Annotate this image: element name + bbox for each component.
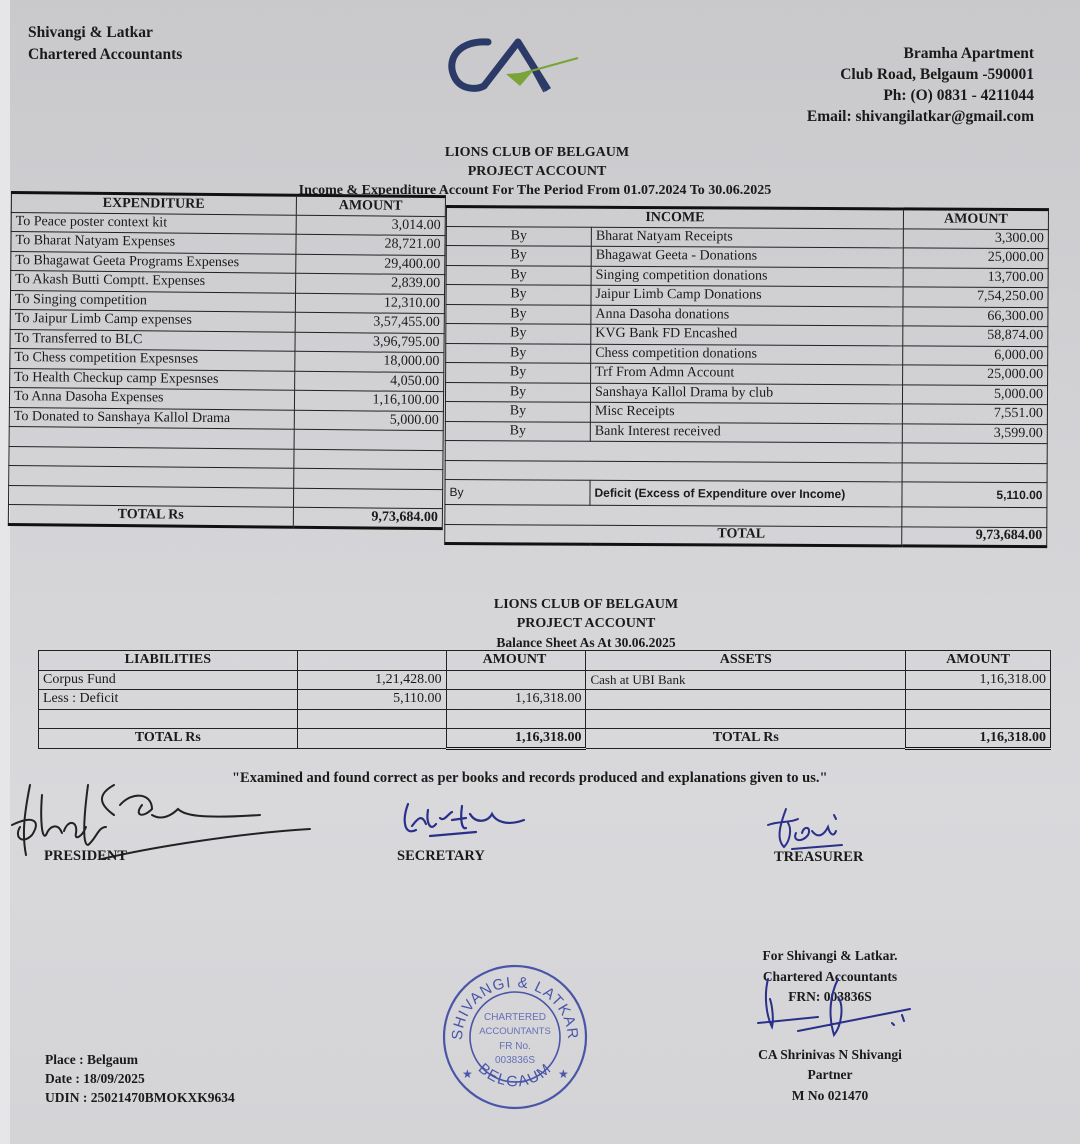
deficit-amount: 5,110.00: [902, 482, 1047, 508]
treasurer-signature-icon: [762, 805, 852, 855]
total-amount: 9,73,684.00: [293, 507, 443, 528]
income-amount: 7,551.00: [902, 404, 1047, 424]
income-amount: 3,599.00: [902, 423, 1047, 443]
income-label: Misc Receipts: [590, 402, 902, 423]
income-amount: 7,54,250.00: [903, 287, 1048, 307]
income-label: Trf From Admn Account: [591, 363, 903, 384]
expenditure-table: [8, 191, 446, 530]
period-title: Income & Expenditure Account For The Period From 01.07.2024 To 30.06.2025: [298, 183, 772, 198]
treasurer-label: TREASURER: [774, 849, 864, 865]
expense-amount: 1,16,100.00: [294, 390, 444, 411]
income-label: Bharat Natyam Receipts: [591, 227, 903, 248]
by-prefix: By: [446, 304, 591, 324]
income-amount: 25,000.00: [903, 248, 1048, 268]
firm-name: Shivangi & Latkar: [28, 24, 153, 41]
expense-amount: 3,57,455.00: [295, 312, 445, 333]
income-amount: 13,700.00: [903, 267, 1048, 287]
udin: UDIN : 25021470BMOKXK9634: [45, 1090, 235, 1105]
expense-label: To Health Checkup camp Expesnses: [10, 368, 295, 390]
by-prefix: By: [446, 226, 591, 246]
liability-label: Corpus Fund: [39, 670, 298, 690]
income-label: Sanshaya Kallol Drama by club: [590, 383, 902, 404]
expense-amount: 2,839.00: [295, 273, 445, 294]
income-label: Jaipur Limb Camp Donations: [591, 285, 903, 306]
income-amount: 5,000.00: [902, 384, 1047, 404]
ie-title: [0, 143, 1080, 200]
liability-sub: 1,21,428.00: [297, 670, 446, 690]
income-label: Anna Dasoha donations: [591, 305, 903, 326]
firm-address: [807, 43, 1034, 127]
firm-subtitle: Chartered Accountants: [28, 46, 183, 63]
income-amount: 66,300.00: [903, 306, 1048, 326]
income-label: KVG Bank FD Encashed: [591, 324, 903, 345]
account-name: PROJECT ACCOUNT: [516, 616, 656, 631]
svg-text:★: ★: [558, 1067, 569, 1081]
total-label: TOTAL: [445, 524, 902, 546]
address-line: Bramha Apartment: [903, 45, 1034, 62]
deficit-label: Deficit (Excess of Expenditure over Income): [590, 480, 902, 507]
svg-text:ACCOUNTANTS: ACCOUNTANTS: [479, 1026, 551, 1037]
expense-amount: 3,014.00: [296, 215, 446, 236]
total-row: [39, 729, 1051, 749]
svg-text:BELGAUM: BELGAUM: [474, 1059, 556, 1091]
auditor-membership: M No 021470: [791, 1087, 869, 1103]
by-prefix: By: [446, 285, 591, 305]
expense-amount: 28,721.00: [295, 234, 445, 255]
income-table: [444, 205, 1049, 548]
by-prefix: By: [446, 324, 591, 344]
svg-text:★: ★: [462, 1067, 473, 1081]
auditor-name: CA Shrinivas N Shivangi: [758, 1046, 902, 1062]
auditor-stamp-icon: [440, 962, 590, 1112]
income-label: Bank Interest received: [590, 422, 902, 443]
expense-label: To Donated to Sanshaya Kallol Drama: [9, 407, 294, 429]
header-sub: [297, 651, 446, 671]
total-label: TOTAL Rs: [8, 504, 293, 526]
expense-amount: 12,310.00: [295, 293, 445, 314]
auditor-signature-icon: [738, 975, 918, 1040]
firm-header: [28, 22, 182, 66]
header-expenditure: EXPENDITURE: [11, 193, 296, 215]
liability-amount: [446, 670, 586, 690]
asset-label: Cash at UBI Bank: [586, 670, 906, 690]
expense-label: To Bharat Natyam Expenses: [11, 232, 296, 254]
svg-text:CHARTERED: CHARTERED: [483, 1012, 547, 1023]
table-row: [39, 690, 1051, 710]
asset-label: [586, 690, 906, 710]
income-label: Chess competition donations: [591, 344, 903, 365]
by-prefix: By: [445, 401, 590, 421]
total-row: [8, 504, 442, 528]
bs-date-title: Balance Sheet As At 30.06.2025: [496, 635, 676, 650]
auditor-frn: FRN: 003836S: [788, 989, 872, 1004]
account-name: PROJECT ACCOUNT: [467, 164, 607, 179]
total-right: 1,16,318.00: [906, 729, 1051, 749]
header-income: INCOME: [446, 207, 903, 229]
income-amount: 58,874.00: [903, 326, 1048, 346]
expense-label: To Transferred to BLC: [10, 329, 295, 351]
expense-amount: 3,96,795.00: [295, 332, 445, 353]
expense-amount: 29,400.00: [295, 254, 445, 275]
total-label-left: TOTAL Rs: [39, 729, 298, 749]
by-prefix: By: [446, 343, 591, 363]
income-amount: 6,000.00: [903, 345, 1048, 365]
table-row: [39, 670, 1051, 690]
secretary-label: SECRETARY: [397, 848, 485, 864]
svg-text:003836S: 003836S: [494, 1055, 536, 1066]
header-amount: AMOUNT: [446, 651, 586, 671]
expense-amount: 5,000.00: [294, 410, 444, 431]
by-prefix: By: [446, 246, 591, 266]
liability-sub: 5,110.00: [297, 690, 446, 710]
balance-sheet-table: [38, 650, 1051, 750]
place-date-block: [45, 1050, 235, 1107]
auditor-role: Partner: [807, 1067, 853, 1082]
expense-label: To Anna Dasoha Expenses: [9, 387, 294, 409]
income-amount: 25,000.00: [903, 365, 1048, 385]
place: Place : Belgaum: [45, 1052, 138, 1067]
total-amount: 9,73,684.00: [902, 526, 1047, 546]
auditor-firm: For Shivangi & Latkar.: [762, 948, 898, 963]
total-left: 1,16,318.00: [446, 729, 586, 749]
president-label: PRESIDENT: [44, 848, 127, 864]
expense-label: To Bhagawat Geeta Programs Expenses: [11, 251, 296, 273]
header-asset-amount: AMOUNT: [906, 651, 1051, 671]
address-line: Club Road, Belgaum -590001: [840, 66, 1034, 83]
by-prefix: By: [445, 479, 590, 505]
income-label: Bhagawat Geeta - Donations: [591, 246, 903, 267]
header-amount: AMOUNT: [903, 209, 1048, 229]
org-name: LIONS CLUB OF BELGAUM: [493, 597, 679, 612]
total-row: [445, 524, 1047, 547]
date: Date : 18/09/2025: [45, 1071, 145, 1086]
liability-label: Less : Deficit: [39, 690, 298, 710]
by-prefix: By: [445, 382, 590, 402]
phone-line: Ph: (O) 0831 - 4211044: [883, 87, 1034, 104]
by-prefix: By: [445, 421, 590, 441]
expense-label: To Akash Butti Comptt. Expenses: [11, 271, 296, 293]
expense-label: To Jaipur Limb Camp expenses: [10, 309, 295, 331]
asset-amount: 1,16,318.00: [906, 670, 1051, 690]
total-label-right: TOTAL Rs: [586, 729, 906, 749]
header-liabilities: LIABILITIES: [39, 651, 298, 671]
asset-amount: [906, 690, 1051, 710]
by-prefix: By: [446, 265, 591, 285]
deficit-row: [445, 479, 1047, 507]
header-amount: AMOUNT: [296, 195, 446, 216]
expense-amount: 4,050.00: [294, 371, 444, 392]
expense-label: To Singing competition: [10, 290, 295, 312]
expense-label: To Chess competition Expesnses: [10, 348, 295, 370]
certification-text: "Examined and found correct as per books and records produced and explanations given to us.": [232, 770, 828, 786]
income-amount: 3,300.00: [903, 228, 1048, 248]
org-name: LIONS CLUB OF BELGAUM: [444, 145, 630, 160]
liability-amount: 1,16,318.00: [446, 690, 586, 710]
secretary-signature-icon: [396, 800, 536, 845]
email-line: Email: shivangilatkar@gmail.com: [806, 108, 1034, 125]
svg-text:FR No.: FR No.: [499, 1041, 531, 1052]
bs-title: [46, 595, 1080, 652]
by-prefix: By: [446, 363, 591, 383]
income-label: Singing competition donations: [591, 266, 903, 287]
header-assets: ASSETS: [586, 651, 906, 671]
svg-text:SHIVANGI & LATKAR: SHIVANGI & LATKAR: [448, 973, 582, 1041]
empty-row: [39, 709, 1051, 729]
ca-logo-icon: [440, 30, 580, 100]
expense-label: To Peace poster context kit: [11, 212, 296, 234]
auditor-firm-subtitle: Chartered Accountants: [762, 968, 898, 984]
expense-amount: 18,000.00: [294, 351, 444, 372]
